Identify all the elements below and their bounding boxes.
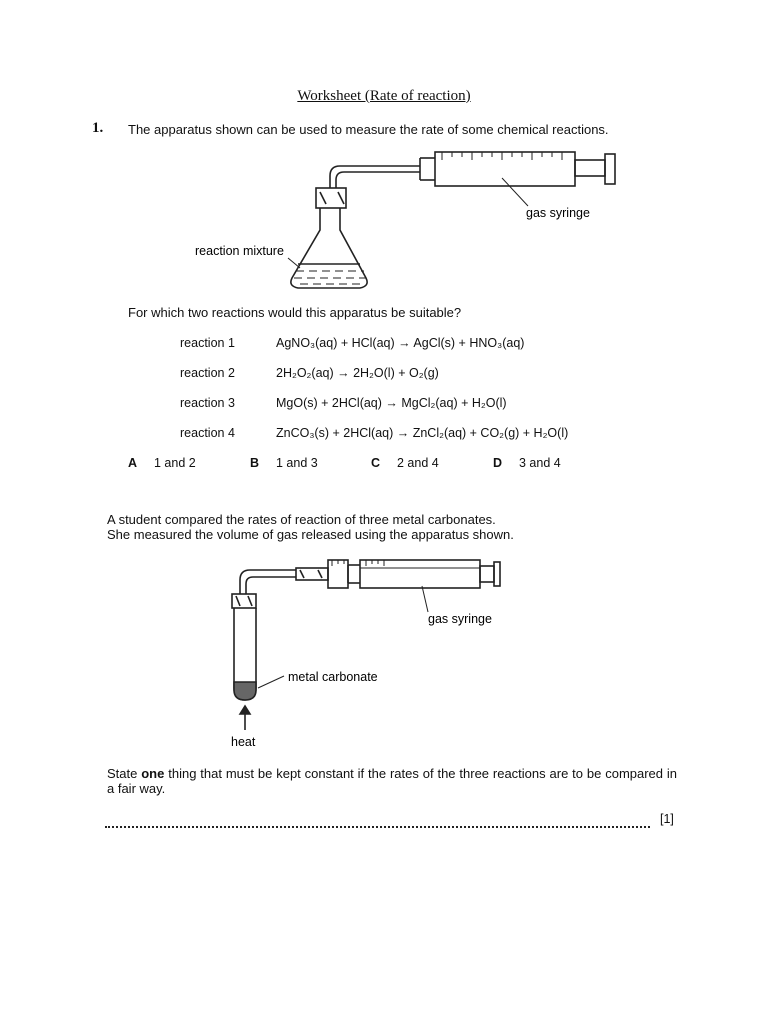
gas-syringe-label: gas syringe: [526, 206, 590, 220]
question-text: The apparatus shown can be used to measure the rate of some chemical reactions.: [128, 122, 609, 137]
option-b[interactable]: B 1 and 3: [250, 456, 318, 470]
question-2-text: State one thing that must be kept constant if the rates of the three reactions are to be compared in a fair way.: [107, 766, 678, 796]
reaction-1-label: reaction 1: [180, 336, 235, 350]
marks-badge: [1]: [660, 812, 674, 826]
flask-syringe-diagram: [180, 140, 640, 300]
metal-carbonate-label: metal carbonate: [288, 670, 378, 684]
reaction-2-equation: 2H₂O₂(aq) → 2H₂O(l) + O₂(g): [276, 366, 439, 380]
heat-label: heat: [231, 735, 256, 749]
option-d[interactable]: D 3 and 4: [493, 456, 561, 470]
reaction-1-equation: AgNO₃(aq) + HCl(aq) → AgCl(s) + HNO₃(aq): [276, 336, 525, 350]
answer-line[interactable]: [105, 816, 650, 828]
reaction-2-label: reaction 2: [180, 366, 235, 380]
option-a[interactable]: A 1 and 2: [128, 456, 196, 470]
test-tube-syringe-diagram: [200, 552, 520, 752]
gas-syringe-label-2: gas syringe: [428, 612, 492, 626]
reaction-3-label: reaction 3: [180, 396, 235, 410]
question-2-intro: [107, 512, 514, 542]
question-prompt: For which two reactions would this apparatus be suitable?: [128, 305, 462, 320]
emphasis-one: one: [141, 766, 165, 781]
intro-line-1: A student compared the rates of reaction of three metal carbonates.: [107, 512, 496, 527]
reaction-4-equation: ZnCO₃(s) + 2HCl(aq) → ZnCl₂(aq) + CO₂(g) + H₂O(l): [276, 426, 569, 440]
reaction-3-equation: MgO(s) + 2HCl(aq) → MgCl₂(aq) + H₂O(l): [276, 396, 507, 410]
reaction-4-label: reaction 4: [180, 426, 235, 440]
question-number: 1.: [92, 120, 104, 136]
intro-line-2: She measured the volume of gas released using the apparatus shown.: [107, 527, 514, 542]
option-c[interactable]: C 2 and 4: [371, 456, 439, 470]
reaction-mixture-label: reaction mixture: [195, 244, 284, 258]
worksheet-title: Worksheet (Rate of reaction): [297, 88, 471, 104]
